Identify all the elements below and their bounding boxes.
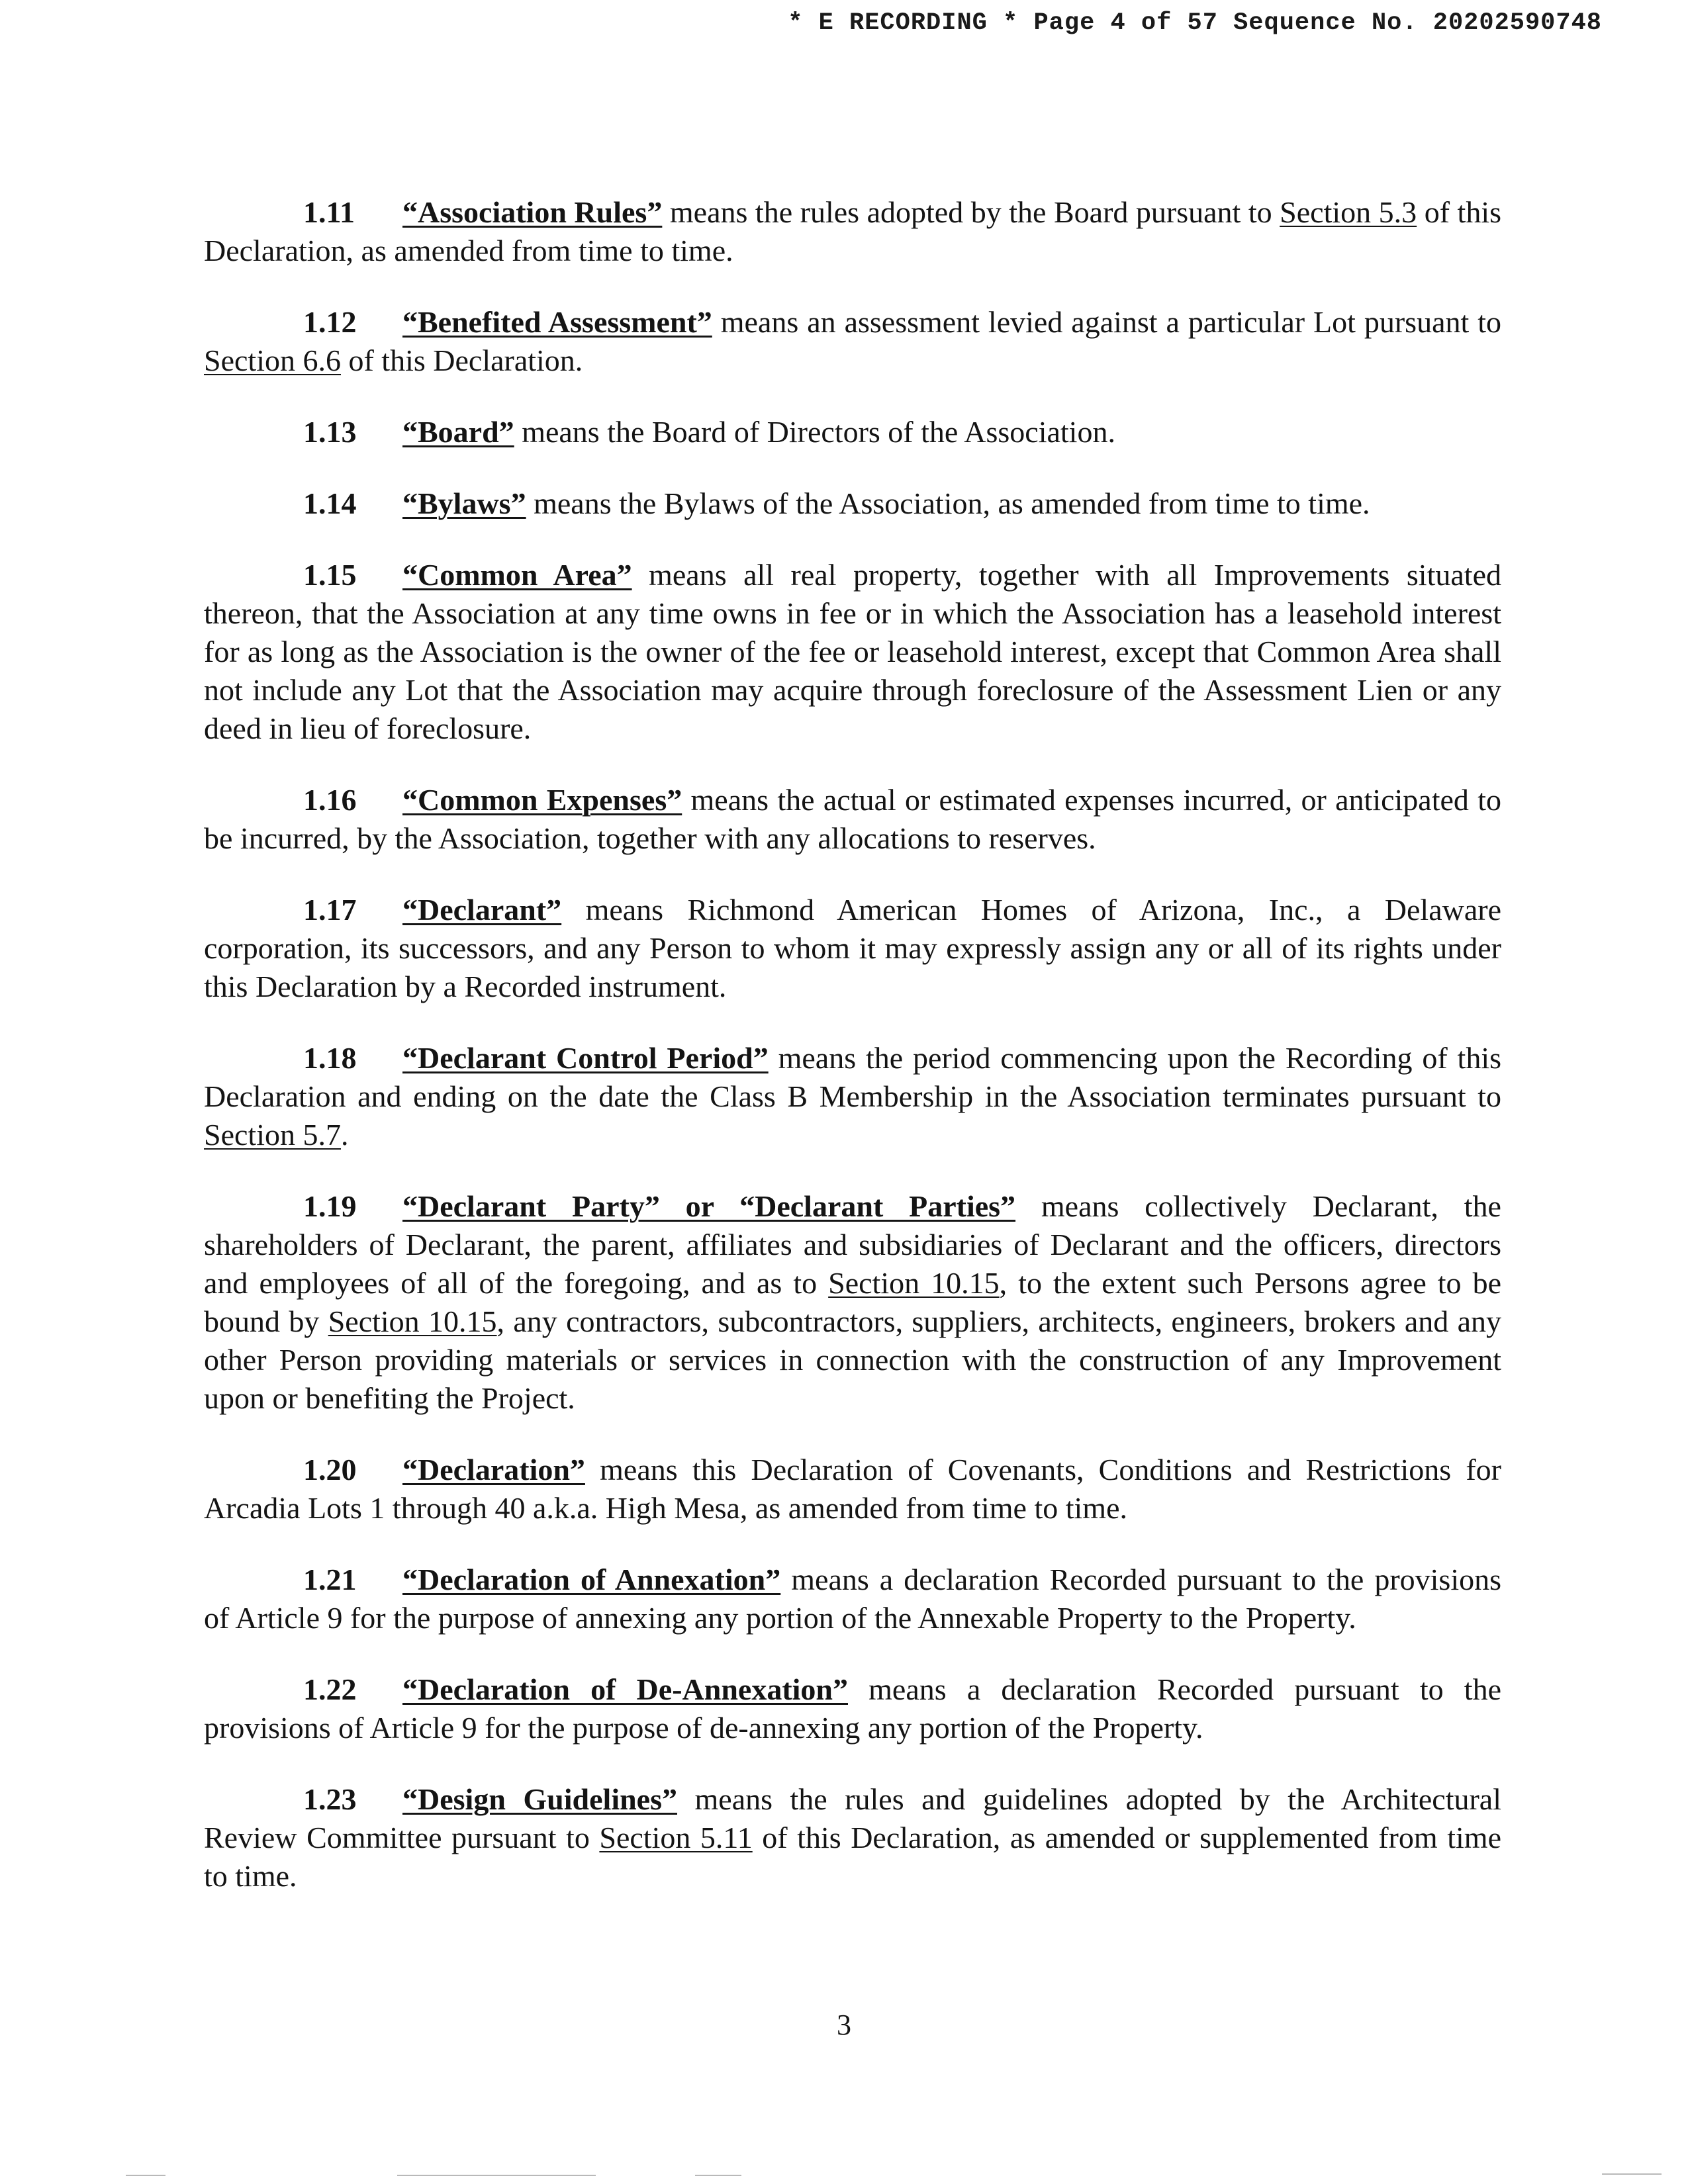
definition-paragraph <box>204 781 1501 858</box>
definition-text: means the actual or estimated expenses incurred, or anticipated to be incurred, by the Association, together with any allocations to reserves. <box>204 783 1501 855</box>
definition-number: 1.20 <box>303 1453 357 1486</box>
definition-text: means this Declaration of Covenants, Conditions and Restrictions for Arcadia Lots 1 through 40 a.k.a. High Mesa, as amended from time to time. <box>204 1453 1501 1525</box>
recording-header: * E RECORDING * Page 4 of 57 Sequence No. 20202590748 <box>788 9 1602 37</box>
definition-text: of this Declaration, as amended or supplemented from time to time. <box>204 1821 1501 1893</box>
definition-paragraph <box>204 1187 1501 1418</box>
definition-paragraph <box>204 1780 1501 1895</box>
definition-number: 1.13 <box>303 415 357 449</box>
definition-paragraph <box>204 891 1501 1006</box>
definition-text: means the period commencing upon the Recording of this Declaration and ending on the date the Class B Membership in the Association terminates pursuant to <box>204 1041 1502 1113</box>
definition-paragraph <box>204 484 1501 523</box>
defined-term: “Declaration” <box>402 1453 585 1486</box>
defined-term: “Benefited Assessment” <box>402 305 712 339</box>
definition-paragraph <box>204 1561 1501 1637</box>
definition-number: 1.12 <box>303 305 357 339</box>
section-reference: Section 10.15 <box>328 1304 497 1338</box>
defined-term: “Declarant Party” or “Declarant Parties” <box>402 1189 1016 1223</box>
definition-text: means a declaration Recorded pursuant to the provisions of Article 9 for the purpose of de-annexing any portion of the Property. <box>204 1672 1501 1745</box>
definition-text: means the Bylaws of the Association, as amended from time to time. <box>526 486 1370 520</box>
defined-term: “Declaration of Annexation” <box>402 1563 781 1596</box>
section-reference: Section 5.11 <box>599 1821 753 1854</box>
definition-number: 1.23 <box>303 1782 357 1816</box>
definition-text: of this Declaration. <box>340 343 583 377</box>
defined-term: “Common Area” <box>402 558 632 592</box>
defined-term: “Bylaws” <box>402 486 526 520</box>
definition-text: means Richmond American Homes of Arizona, Inc., a Delaware corporation, its successors, and any Person to whom it may expressly assign any or all of its rights under this Declaration by a Recorded instrument. <box>204 893 1501 1003</box>
definition-paragraph <box>204 1451 1501 1527</box>
definition-text: means all real property, together with all Improvements situated thereon, that the Association at any time owns in fee or in which the Association has a leasehold interest for as long as the Association is the owner of the fee or leasehold interest, except that Common Area shall not include any Lot that the Association may acquire through foreclosure of the Assessment Lien or any deed in lieu of foreclosure. <box>204 558 1501 745</box>
defined-term: “Declaration of De-Annexation” <box>402 1672 848 1706</box>
definition-paragraph <box>204 1670 1501 1747</box>
definition-paragraph <box>204 303 1501 380</box>
section-reference: Section 5.3 <box>1280 195 1417 229</box>
page-number: 3 <box>837 2009 851 2041</box>
definition-text: means the rules and guidelines adopted by the Architectural Review Committee pursuant to <box>204 1782 1502 1854</box>
definition-number: 1.19 <box>303 1189 357 1223</box>
defined-term: “Declarant” <box>402 893 562 927</box>
definition-number: 1.18 <box>303 1041 357 1075</box>
scan-speck <box>397 2175 596 2176</box>
scan-speck <box>695 2175 741 2176</box>
definition-number: 1.17 <box>303 893 357 927</box>
definition-paragraph <box>204 556 1501 748</box>
defined-term: “Common Expenses” <box>402 783 682 817</box>
section-reference: Section 5.7 <box>204 1118 341 1152</box>
definition-number: 1.21 <box>303 1563 357 1596</box>
section-reference: Section 10.15 <box>828 1266 1000 1300</box>
definition-text: means the rules adopted by the Board pursuant to <box>662 195 1280 229</box>
definition-paragraph <box>204 193 1501 270</box>
definition-number: 1.14 <box>303 486 357 520</box>
section-reference: Section 6.6 <box>204 343 341 377</box>
definitions-section <box>204 193 1501 1929</box>
defined-term: “Association Rules” <box>402 195 663 229</box>
definition-text: means collectively Declarant, the shareholders of Declarant, the parent, affiliates and subsidiaries of Declarant and the officers, directors and employees of all of the foregoing, and as to <box>204 1189 1501 1300</box>
definition-number: 1.16 <box>303 783 357 817</box>
definition-text: means an assessment levied against a particular Lot pursuant to <box>712 305 1502 339</box>
scan-speck <box>1602 2173 1662 2175</box>
definition-text: , any contractors, subcontractors, suppliers, architects, engineers, brokers and any other Person providing materials or services in connection with the construction of any Improvement upon or benefiting the Project. <box>204 1304 1501 1415</box>
defined-term: “Declarant Control Period” <box>402 1041 769 1075</box>
definition-text: . <box>340 1118 349 1152</box>
definition-text: means a declaration Recorded pursuant to the provisions of Article 9 for the purpose of annexing any portion of the Annexable Property to the Property. <box>204 1563 1501 1635</box>
defined-term: “Board” <box>402 415 514 449</box>
definition-paragraph <box>204 413 1501 451</box>
defined-term: “Design Guidelines” <box>402 1782 678 1816</box>
definition-text: means the Board of Directors of the Association. <box>514 415 1115 449</box>
scan-speck <box>126 2175 165 2176</box>
definition-number: 1.11 <box>303 195 355 229</box>
definition-paragraph <box>204 1039 1501 1154</box>
definition-text: , to the extent such Persons agree to be bound by <box>204 1266 1502 1338</box>
definition-number: 1.15 <box>303 558 357 592</box>
definition-text: of this Declaration, as amended from time to time. <box>204 195 1502 267</box>
definition-number: 1.22 <box>303 1672 357 1706</box>
